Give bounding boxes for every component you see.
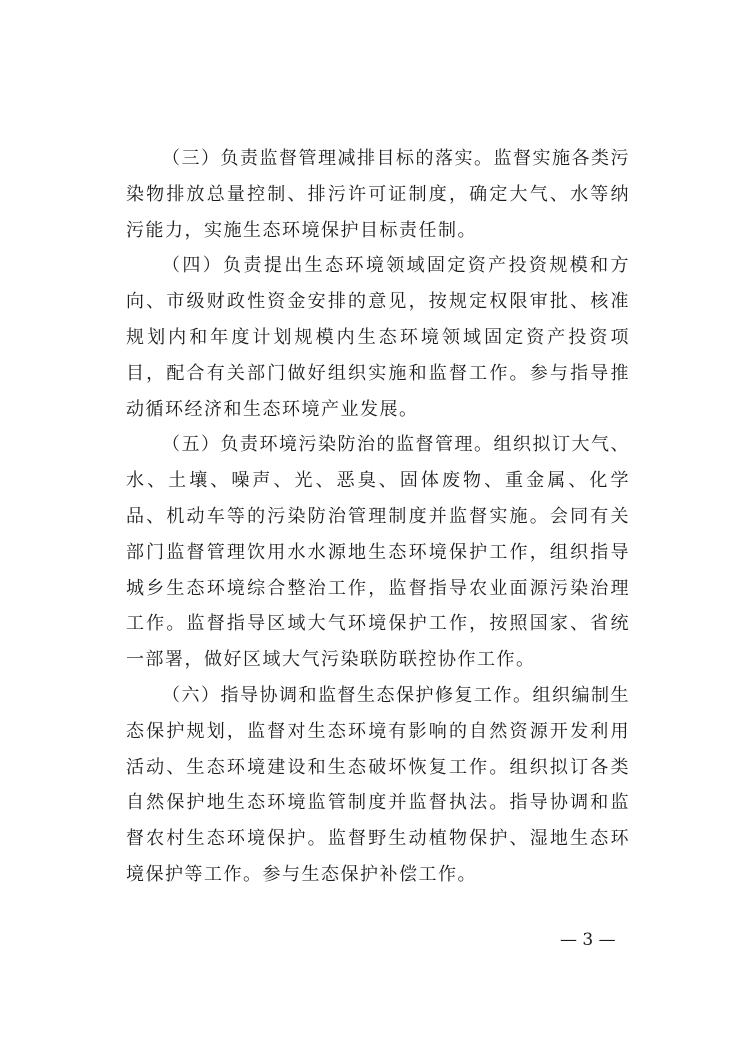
paragraph-4: （四）负责提出生态环境领域固定资产投资规模和方向、市级财政性资金安排的意见，按规定权限审批、核准规划内和年度计划规模内生态环境领域固定资产投资项目，配合有关部门做好组织实施和监督工作。参与指导推动循环经济和生态环境产业发展。: [126, 255, 630, 420]
paragraph-6: （六）指导协调和监督生态保护修复工作。组织编制生态保护规划，监督对生态环境有影响的自然资源开发利用活动、生态环境建设和生态破坏恢复工作。组织拟订各类自然保护地生态环境监管制度并监督执法。指导协调和监督农村生态环境保护。监督野生动植物保护、湿地生态环境保护等工作。参与生态保护补偿工作。: [126, 684, 630, 885]
page-number: — 3 —: [560, 930, 616, 950]
document-body: [126, 141, 630, 893]
paragraph-5: （五）负责环境污染防治的监督管理。组织拟订大气、水、土壤、噪声、光、恶臭、固体废物、重金属、化学品、机动车等的污染防治管理制度并监督实施。会同有关部门监督管理饮用水水源地生态环境保护工作，组织指导城乡生态环境综合整治工作，监督指导农业面源污染治理工作。监督指导区域大气环境保护工作，按照国家、省统一部署，做好区域大气污染联防联控协作工作。: [126, 434, 630, 671]
paragraph-3: （三）负责监督管理减排目标的落实。监督实施各类污染物排放总量控制、排污许可证制度，确定大气、水等纳污能力，实施生态环境保护目标责任制。: [126, 148, 630, 241]
